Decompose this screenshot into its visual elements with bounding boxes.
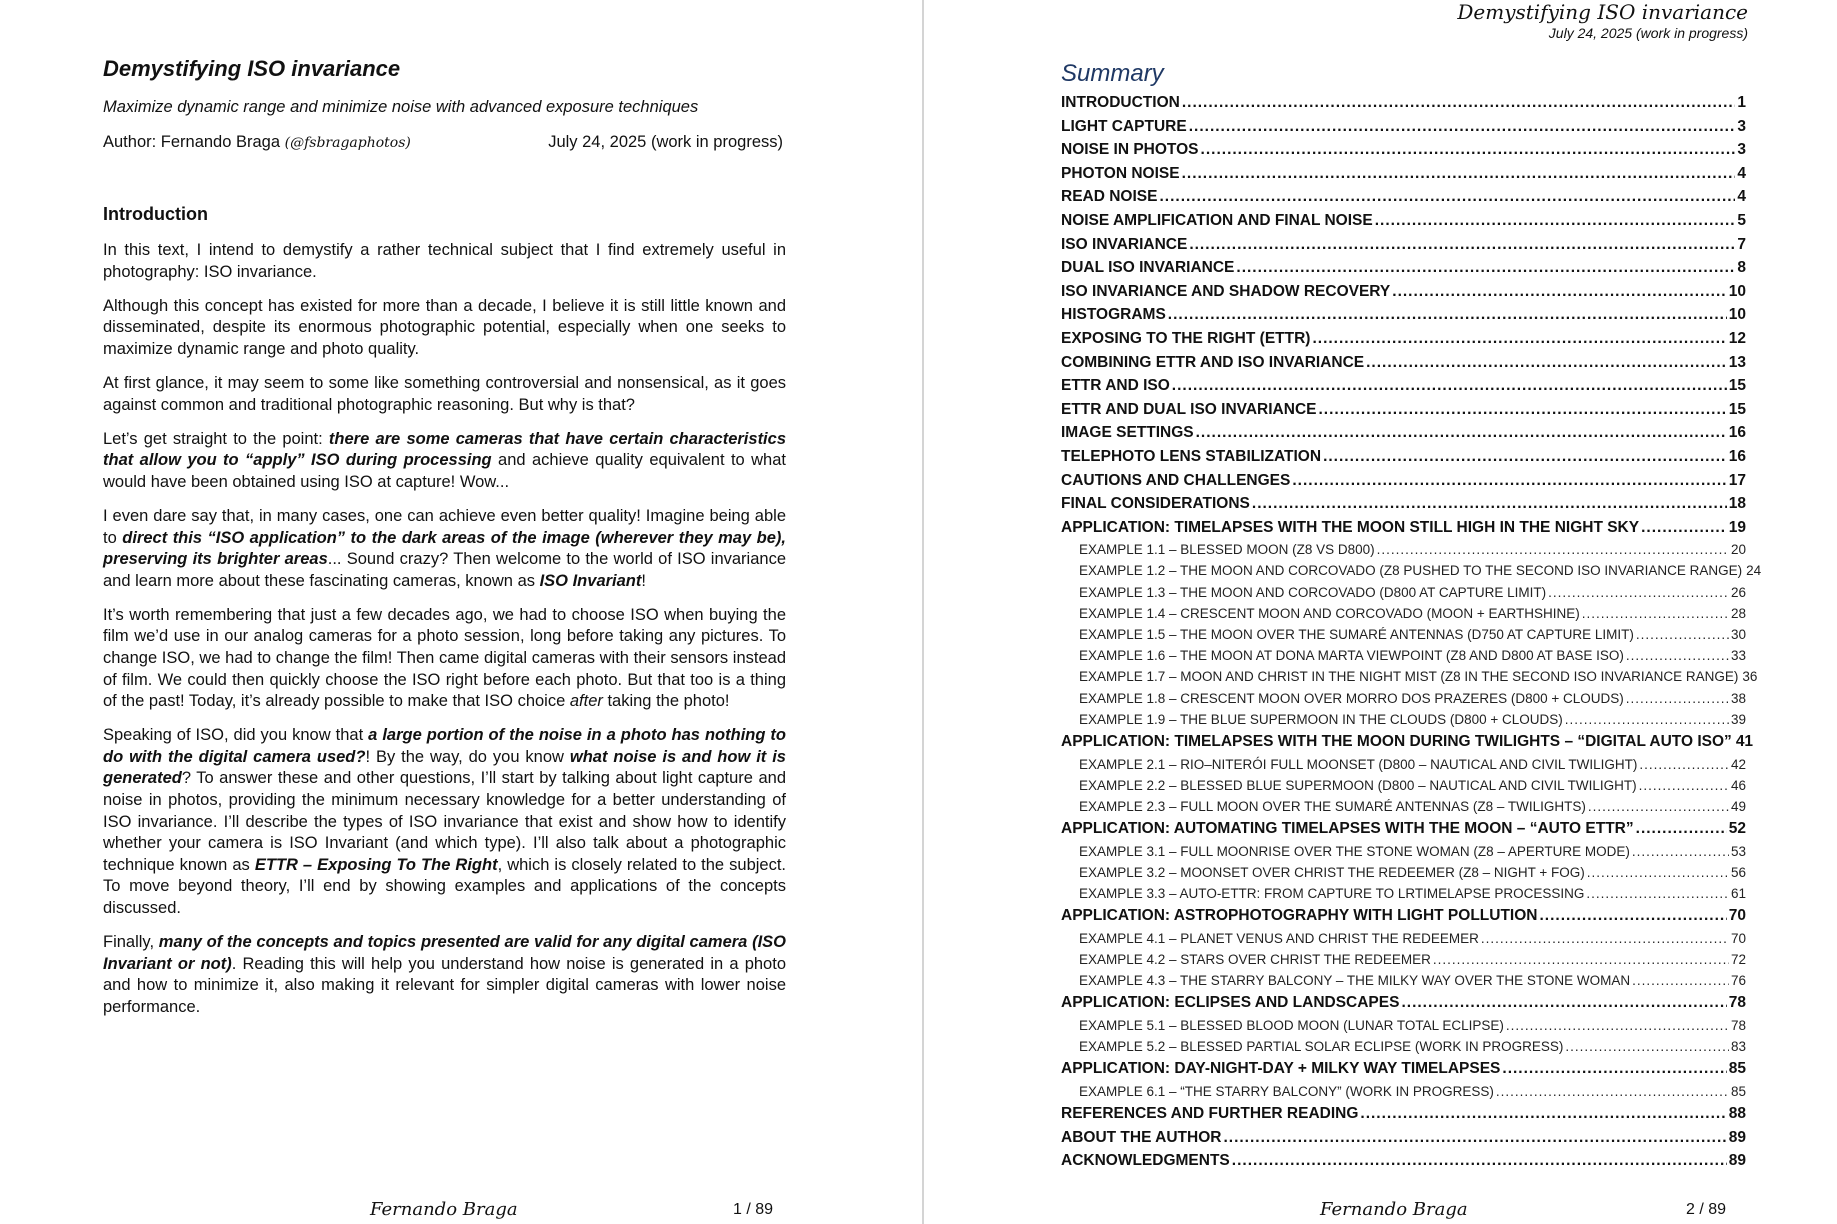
toc-entry-title: APPLICATION: ECLIPSES AND LANDSCAPES bbox=[1061, 994, 1400, 1012]
toc-entry-page: 78 bbox=[1728, 994, 1746, 1012]
toc-dot-leader bbox=[1182, 91, 1736, 115]
toc-dot-leader bbox=[1565, 709, 1729, 730]
toc-dot-leader bbox=[1587, 862, 1729, 883]
emphasis-text: a large portion of the noise in a photo has nothing to do with the digital camera used? bbox=[103, 726, 786, 766]
toc-entry-page: 3 bbox=[1737, 117, 1746, 135]
paragraph bbox=[103, 725, 786, 919]
toc-dot-leader bbox=[1168, 303, 1727, 327]
toc-entry-page: 8 bbox=[1737, 259, 1746, 277]
toc-entry-title: EXAMPLE 1.9 – THE BLUE SUPERMOON IN THE CLOUDS (D800 + CLOUDS) bbox=[1079, 711, 1563, 727]
toc-entry-page: 41 bbox=[1735, 732, 1754, 750]
toc-entry-title: EXAMPLE 3.1 – FULL MOONRISE OVER THE STONE WOMAN (Z8 – APERTURE MODE) bbox=[1079, 843, 1630, 859]
paragraph bbox=[103, 240, 786, 283]
paragraph-text: It’s worth remembering that just a few decades ago, we had to choose ISO when buying the film we’d use in our analog cameras for a photo session, long before taking any pictures. To change ISO, we had to change the film! Then came digital cameras with their sensors instead of film. We could then quickly choose the ISO right before each photo. But that too is a thing of the past! Today, it’s already possible to make that ISO choice bbox=[103, 605, 786, 711]
toc-entry-title: NOISE AMPLIFICATION AND FINAL NOISE bbox=[1061, 211, 1373, 229]
toc-dot-leader bbox=[1401, 991, 1726, 1015]
toc-entry-title: APPLICATION: TIMELAPSES WITH THE MOON DURING TWILIGHTS – “DIGITAL AUTO ISO” bbox=[1061, 732, 1732, 750]
toc-entry-page: 17 bbox=[1728, 471, 1746, 489]
toc-entry-title: EXAMPLE 5.2 – BLESSED PARTIAL SOLAR ECLIPSE (WORK IN PROGRESS) bbox=[1079, 1039, 1564, 1055]
toc-entry-title: HISTOGRAMS bbox=[1061, 306, 1166, 324]
paragraph-text: taking the photo! bbox=[602, 692, 730, 711]
toc-entry-page: 85 bbox=[1730, 1084, 1746, 1099]
date-text: July 24, 2025 bbox=[548, 133, 647, 151]
toc-entry-title: ETTR AND ISO bbox=[1061, 377, 1170, 395]
toc-entry-title: EXAMPLE 4.3 – THE STARRY BALCONY – THE MILKY WAY OVER THE STONE WOMAN bbox=[1079, 973, 1631, 989]
toc-subentry[interactable] bbox=[1061, 862, 1746, 883]
toc-entry-page: 46 bbox=[1730, 777, 1746, 793]
toc-entry-page: 20 bbox=[1730, 542, 1746, 558]
toc-entry-page: 89 bbox=[1728, 1152, 1746, 1170]
toc-entry-page: 12 bbox=[1728, 329, 1746, 347]
toc-dot-leader bbox=[1496, 1081, 1729, 1102]
toc-entry-title: COMBINING ETTR AND ISO INVARIANCE bbox=[1061, 353, 1365, 371]
toc-subentry[interactable] bbox=[1061, 624, 1746, 645]
page-divider bbox=[922, 0, 924, 1224]
toc-entry-page: 89 bbox=[1728, 1128, 1746, 1146]
toc-entry-title: EXAMPLE 5.1 – BLESSED BLOOD MOON (LUNAR TOTAL ECLIPSE) bbox=[1079, 1018, 1504, 1034]
toc-dot-leader bbox=[1639, 775, 1729, 796]
emphasis-text: after bbox=[569, 692, 603, 711]
toc-entry[interactable] bbox=[1061, 991, 1746, 1015]
toc-entry-page: 78 bbox=[1730, 1018, 1746, 1034]
table-of-contents bbox=[1061, 91, 1762, 1173]
toc-dot-leader bbox=[1639, 754, 1729, 775]
toc-entry-page: 4 bbox=[1737, 188, 1746, 206]
toc-entry[interactable] bbox=[1061, 516, 1746, 540]
toc-entry[interactable] bbox=[1061, 904, 1746, 928]
toc-dot-leader bbox=[1189, 115, 1736, 139]
toc-subentry[interactable] bbox=[1061, 582, 1746, 603]
toc-entry-title: EXAMPLE 1.1 – BLESSED MOON (Z8 VS D800) bbox=[1079, 542, 1375, 558]
toc-entry-title: LIGHT CAPTURE bbox=[1061, 117, 1187, 135]
toc-entry-page: 88 bbox=[1728, 1105, 1746, 1123]
toc-entry-title: EXAMPLE 1.3 – THE MOON AND CORCOVADO (D800 AT CAPTURE LIMIT) bbox=[1079, 584, 1547, 600]
toc-dot-leader bbox=[1636, 817, 1727, 841]
toc-entry-title: DUAL ISO INVARIANCE bbox=[1061, 259, 1235, 277]
running-header-title: Demystifying ISO invariance bbox=[1457, 0, 1748, 24]
toc-dot-leader bbox=[1433, 949, 1729, 970]
toc-entry[interactable] bbox=[1061, 162, 1746, 186]
toc-dot-leader bbox=[1366, 351, 1727, 375]
toc-dot-leader bbox=[1641, 516, 1727, 540]
toc-entry-title: NOISE IN PHOTOS bbox=[1061, 141, 1199, 159]
toc-entry[interactable] bbox=[1061, 492, 1746, 516]
emphasis-text: ISO Invariant bbox=[539, 571, 642, 590]
toc-subentry[interactable] bbox=[1061, 666, 1758, 687]
paragraph-text: and achieve quality equivalent to what would have been obtained using ISO at capture! Wow... bbox=[103, 451, 786, 491]
toc-entry-page: 18 bbox=[1728, 495, 1746, 513]
author-handle: (@fsbragaphotos) bbox=[284, 135, 411, 151]
toc-entry-title: ACKNOWLEDGMENTS bbox=[1061, 1152, 1230, 1170]
toc-entry-page: 70 bbox=[1728, 907, 1746, 925]
toc-entry-page: 7 bbox=[1737, 235, 1746, 253]
toc-subentry[interactable] bbox=[1061, 1081, 1746, 1102]
toc-subentry[interactable] bbox=[1061, 883, 1746, 904]
toc-dot-leader bbox=[1392, 280, 1726, 304]
toc-subentry[interactable] bbox=[1061, 603, 1746, 624]
toc-dot-leader bbox=[1375, 209, 1736, 233]
paragraph bbox=[103, 932, 786, 1018]
toc-entry-page: 16 bbox=[1728, 447, 1746, 465]
toc-entry-title: EXAMPLE 1.2 – THE MOON AND CORCOVADO (Z8 PUSHED TO THE SECOND ISO INVARIANCE RANGE) bbox=[1079, 563, 1743, 579]
toc-subentry[interactable] bbox=[1061, 754, 1746, 775]
toc-entry[interactable] bbox=[1061, 91, 1746, 115]
toc-dot-leader bbox=[1312, 327, 1726, 351]
toc-entry-title: CAUTIONS AND CHALLENGES bbox=[1061, 471, 1291, 489]
toc-entry-title: EXAMPLE 1.5 – THE MOON OVER THE SUMARÉ ANTENNAS (D750 AT CAPTURE LIMIT) bbox=[1079, 627, 1634, 643]
toc-subentry[interactable] bbox=[1061, 560, 1762, 581]
toc-entry-page: 49 bbox=[1730, 798, 1746, 814]
toc-entry-page: 53 bbox=[1730, 843, 1746, 859]
toc-entry-title: EXAMPLE 4.2 – STARS OVER CHRIST THE REDEEMER bbox=[1079, 952, 1431, 968]
toc-entry-page: 19 bbox=[1728, 518, 1746, 536]
toc-dot-leader bbox=[1632, 970, 1729, 991]
toc-entry-page: 39 bbox=[1730, 711, 1746, 727]
toc-dot-leader bbox=[1636, 624, 1729, 645]
toc-subentry[interactable] bbox=[1061, 841, 1746, 862]
author-line bbox=[103, 133, 783, 152]
toc-dot-leader bbox=[1172, 374, 1727, 398]
toc-entry[interactable] bbox=[1061, 469, 1746, 493]
toc-entry-page: 30 bbox=[1730, 627, 1746, 643]
toc-entry-page: 38 bbox=[1730, 690, 1746, 706]
toc-dot-leader bbox=[1548, 582, 1729, 603]
toc-dot-leader bbox=[1481, 928, 1729, 949]
toc-entry-page: 10 bbox=[1728, 282, 1746, 300]
toc-entry-page: 5 bbox=[1737, 211, 1746, 229]
toc-dot-leader bbox=[1502, 1057, 1726, 1081]
toc-entry-title: REFERENCES AND FURTHER READING bbox=[1061, 1105, 1359, 1123]
toc-entry-title: EXAMPLE 2.3 – FULL MOON OVER THE SUMARÉ ANTENNAS (Z8 – TWILIGHTS) bbox=[1079, 798, 1586, 814]
toc-entry-title: APPLICATION: ASTROPHOTOGRAPHY WITH LIGHT POLLUTION bbox=[1061, 907, 1538, 925]
toc-subentry[interactable] bbox=[1061, 688, 1746, 709]
toc-dot-leader bbox=[1506, 1015, 1729, 1036]
toc-subentry[interactable] bbox=[1061, 775, 1746, 796]
toc-dot-leader bbox=[1632, 841, 1729, 862]
toc-dot-leader bbox=[1626, 645, 1729, 666]
toc-entry-page: 15 bbox=[1728, 400, 1746, 418]
toc-entry[interactable] bbox=[1061, 1057, 1746, 1081]
toc-entry[interactable] bbox=[1061, 256, 1746, 280]
toc-entry-page: 72 bbox=[1730, 952, 1746, 968]
toc-dot-leader bbox=[1360, 1102, 1726, 1126]
toc-subentry[interactable] bbox=[1061, 796, 1746, 817]
toc-entry[interactable] bbox=[1061, 280, 1746, 304]
paragraph bbox=[103, 605, 786, 713]
document-date bbox=[548, 133, 783, 152]
paragraph-text: ! By the way, do you know bbox=[365, 747, 570, 766]
toc-entry[interactable] bbox=[1061, 817, 1746, 841]
paragraph-text: Speaking of ISO, did you know that bbox=[103, 726, 369, 745]
toc-entry-title: EXAMPLE 3.2 – MOONSET OVER CHRIST THE REDEEMER (Z8 – NIGHT + FOG) bbox=[1079, 864, 1585, 880]
toc-entry-title: APPLICATION: AUTOMATING TIMELAPSES WITH THE MOON – “AUTO ETTR” bbox=[1061, 820, 1634, 838]
toc-entry-page: 36 bbox=[1742, 669, 1758, 685]
toc-entry[interactable] bbox=[1061, 351, 1746, 375]
emphasis-text: what noise is and how it is generated bbox=[103, 747, 786, 788]
toc-entry-title: APPLICATION: TIMELAPSES WITH THE MOON STILL HIGH IN THE NIGHT SKY bbox=[1061, 518, 1640, 536]
toc-dot-leader bbox=[1318, 398, 1726, 422]
toc-dot-leader bbox=[1292, 469, 1726, 493]
toc-dot-leader bbox=[1232, 1149, 1727, 1173]
toc-subentry[interactable] bbox=[1061, 1036, 1746, 1057]
toc-subentry[interactable] bbox=[1061, 970, 1746, 991]
toc-entry-page: 26 bbox=[1730, 584, 1746, 600]
toc-entry[interactable] bbox=[1061, 1149, 1746, 1173]
toc-entry-page: 76 bbox=[1730, 973, 1746, 989]
page-number: 2 / 89 bbox=[1686, 1201, 1727, 1218]
toc-dot-leader bbox=[1236, 256, 1735, 280]
toc-dot-leader bbox=[1588, 796, 1729, 817]
toc-dot-leader bbox=[1582, 603, 1729, 624]
toc-entry-title: EXAMPLE 1.6 – THE MOON AT DONA MARTA VIEWPOINT (Z8 AND D800 AT BASE ISO) bbox=[1079, 648, 1624, 664]
toc-entry[interactable] bbox=[1061, 233, 1746, 257]
toc-subentry[interactable] bbox=[1061, 709, 1746, 730]
toc-entry-page: 15 bbox=[1728, 377, 1746, 395]
toc-subentry[interactable] bbox=[1061, 1015, 1746, 1036]
toc-dot-leader bbox=[1182, 162, 1736, 186]
paragraph-text: In this text, I intend to demystify a rather technical subject that I find extremely useful in photography: ISO invariance. bbox=[103, 241, 786, 281]
toc-entry-page: 70 bbox=[1730, 930, 1746, 946]
body-text bbox=[103, 240, 786, 1031]
toc-dot-leader bbox=[1626, 688, 1729, 709]
toc-dot-leader bbox=[1377, 539, 1729, 560]
emphasis-text: ETTR – Exposing To The Right bbox=[254, 855, 498, 874]
toc-entry[interactable] bbox=[1061, 445, 1746, 469]
toc-dot-leader bbox=[1565, 1036, 1729, 1057]
toc-entry[interactable] bbox=[1061, 185, 1746, 209]
author-label: Author: Fernando Braga bbox=[103, 133, 281, 151]
paragraph-text: Although this concept has existed for more than a decade, I believe it is still little known and disseminated, despite its enormous photographic potential, especially when one seeks to maximize dynamic range and photo quality. bbox=[103, 296, 786, 358]
toc-entry-title: INTRODUCTION bbox=[1061, 94, 1180, 111]
toc-entry-page: 1 bbox=[1737, 94, 1746, 111]
toc-entry-page: 83 bbox=[1730, 1039, 1746, 1055]
emphasis-text: many of the concepts and topics presented are valid for any digital camera (ISO Invariant or not) bbox=[103, 933, 787, 973]
toc-entry-page: 3 bbox=[1737, 141, 1746, 159]
toc-entry-page: 4 bbox=[1737, 164, 1746, 182]
paragraph-text: ... Sound crazy? Then welcome to the world of ISO invariance and learn more about these fascinating cameras, known as bbox=[103, 550, 787, 590]
toc-dot-leader bbox=[1539, 904, 1726, 928]
toc-entry[interactable] bbox=[1061, 1102, 1746, 1126]
toc-entry[interactable] bbox=[1061, 421, 1746, 445]
toc-dot-leader bbox=[1323, 445, 1727, 469]
toc-dot-leader bbox=[1201, 138, 1736, 162]
toc-dot-leader bbox=[1252, 492, 1727, 516]
paragraph-text: I even dare say that, in many cases, one can achieve even better quality! Imagine being able to bbox=[103, 506, 786, 547]
toc-entry-page: 61 bbox=[1730, 886, 1746, 902]
toc-dot-leader bbox=[1189, 233, 1735, 257]
toc-entry[interactable] bbox=[1061, 209, 1746, 233]
toc-entry[interactable] bbox=[1061, 398, 1746, 422]
paragraph-text: . Reading this will help you understand how noise is generated in a photo and how to minimize it, also making it relevant for simpler digital cameras with lower noise performance. bbox=[103, 954, 786, 1016]
toc-entry-page: 24 bbox=[1746, 563, 1762, 579]
toc-entry-title: EXAMPLE 3.3 – AUTO-ETTR: FROM CAPTURE TO LRTIMELAPSE PROCESSING bbox=[1079, 886, 1585, 902]
toc-entry[interactable] bbox=[1061, 138, 1746, 162]
page-number: 1 / 89 bbox=[733, 1201, 774, 1218]
paragraph bbox=[103, 506, 786, 592]
paragraph-text: ! bbox=[641, 571, 646, 590]
toc-entry[interactable] bbox=[1061, 374, 1746, 398]
toc-entry-title: EXAMPLE 2.1 – RIO–NITERÓI FULL MOONSET (D800 – NAUTICAL AND CIVIL TWILIGHT) bbox=[1079, 756, 1638, 772]
paragraph bbox=[103, 296, 786, 361]
toc-subentry[interactable] bbox=[1061, 645, 1746, 666]
toc-entry-title: READ NOISE bbox=[1061, 188, 1158, 206]
toc-entry-title: TELEPHOTO LENS STABILIZATION bbox=[1061, 447, 1322, 465]
paragraph bbox=[103, 373, 786, 416]
toc-entry-page: 85 bbox=[1728, 1060, 1746, 1078]
paragraph-text: , which is closely related to the subject. To move beyond theory, I’ll end by showing examples and applications of the concepts discussed. bbox=[103, 855, 787, 918]
toc-entry-title: EXAMPLE 1.7 – MOON AND CHRIST IN THE NIGHT MIST (Z8 IN THE SECOND ISO INVARIANCE RANGE) bbox=[1079, 669, 1739, 685]
paragraph bbox=[103, 429, 786, 494]
paragraph-text: Let’s get straight to the point: bbox=[103, 429, 329, 448]
toc-entry-title: ETTR AND DUAL ISO INVARIANCE bbox=[1061, 400, 1317, 418]
paragraph-text: Finally, bbox=[103, 933, 159, 952]
toc-entry-page: 16 bbox=[1728, 424, 1746, 442]
toc-entry[interactable] bbox=[1061, 730, 1754, 754]
toc-dot-leader bbox=[1586, 883, 1729, 904]
emphasis-text: there are some cameras that have certain characteristics that allow you to “apply” ISO during processing bbox=[103, 429, 786, 470]
date-status: (work in progress) bbox=[650, 133, 783, 151]
toc-entry-title: EXPOSING TO THE RIGHT (ETTR) bbox=[1061, 329, 1311, 347]
toc-entry-title: EXAMPLE 1.8 – CRESCENT MOON OVER MORRO DOS PRAZERES (D800 + CLOUDS) bbox=[1079, 690, 1624, 706]
toc-entry[interactable] bbox=[1061, 327, 1746, 351]
toc-entry-title: PHOTON NOISE bbox=[1061, 164, 1180, 182]
document-title: Demystifying ISO invariance bbox=[103, 56, 401, 81]
toc-entry-page: 13 bbox=[1728, 353, 1746, 371]
page-2 bbox=[925, 0, 1837, 1224]
paragraph-text: ? To answer these and other questions, I’ll start by talking about light capture and noise in photos, providing the minimum necessary knowledge for a better understanding of ISO invariance. I’ll describe the types of ISO invariance that exist and show how to identify whether your camera is ISO Invariant (and which type). I’ll also talk about a photographic technique known as bbox=[103, 769, 786, 874]
running-header-date: July 24, 2025 (work in progress) bbox=[1548, 25, 1748, 41]
emphasis-text: direct this “ISO application” to the dark areas of the image (wherever they may be), preserving its brighter areas bbox=[103, 528, 786, 569]
toc-subentry[interactable] bbox=[1061, 928, 1746, 949]
toc-entry-title: EXAMPLE 6.1 – “THE STARRY BALCONY” (WORK IN PROGRESS) bbox=[1079, 1084, 1494, 1099]
toc-entry-title: APPLICATION: DAY-NIGHT-DAY + MILKY WAY TIMELAPSES bbox=[1061, 1060, 1501, 1078]
document-subtitle: Maximize dynamic range and minimize noise with advanced exposure techniques bbox=[103, 98, 699, 116]
toc-entry-page: 28 bbox=[1730, 605, 1746, 621]
toc-entry-title: ISO INVARIANCE bbox=[1061, 235, 1188, 253]
toc-subentry[interactable] bbox=[1061, 539, 1746, 560]
toc-entry-title: ISO INVARIANCE AND SHADOW RECOVERY bbox=[1061, 282, 1391, 300]
toc-entry-title: ABOUT THE AUTHOR bbox=[1061, 1128, 1222, 1146]
section-heading: Introduction bbox=[103, 204, 208, 224]
toc-entry[interactable] bbox=[1061, 303, 1746, 327]
toc-entry-title: EXAMPLE 2.2 – BLESSED BLUE SUPERMOON (D800 – NAUTICAL AND CIVIL TWILIGHT) bbox=[1079, 777, 1637, 793]
toc-entry-page: 52 bbox=[1728, 820, 1746, 838]
toc-dot-leader bbox=[1196, 421, 1727, 445]
toc-entry-page: 56 bbox=[1730, 864, 1746, 880]
toc-entry-title: EXAMPLE 1.4 – CRESCENT MOON AND CORCOVADO (MOON + EARTHSHINE) bbox=[1079, 605, 1580, 621]
toc-entry-page: 42 bbox=[1730, 756, 1746, 772]
toc-dot-leader bbox=[1159, 185, 1735, 209]
toc-entry-title: FINAL CONSIDERATIONS bbox=[1061, 495, 1250, 513]
toc-title: Summary bbox=[1061, 60, 1164, 87]
toc-entry-title: IMAGE SETTINGS bbox=[1061, 424, 1194, 442]
toc-entry-title: EXAMPLE 4.1 – PLANET VENUS AND CHRIST THE REDEEMER bbox=[1079, 930, 1479, 946]
toc-subentry[interactable] bbox=[1061, 949, 1746, 970]
toc-dot-leader bbox=[1223, 1126, 1726, 1150]
toc-entry-page: 33 bbox=[1730, 648, 1746, 664]
footer-author: Fernando Braga bbox=[370, 1199, 518, 1220]
paragraph-text: At first glance, it may seem to some like something controversial and nonsensical, as it goes against common and traditional photographic reasoning. But why is that? bbox=[103, 373, 786, 414]
toc-entry[interactable] bbox=[1061, 1126, 1746, 1150]
toc-entry-page: 10 bbox=[1728, 306, 1746, 324]
footer-author: Fernando Braga bbox=[1320, 1199, 1468, 1220]
toc-entry[interactable] bbox=[1061, 115, 1746, 139]
